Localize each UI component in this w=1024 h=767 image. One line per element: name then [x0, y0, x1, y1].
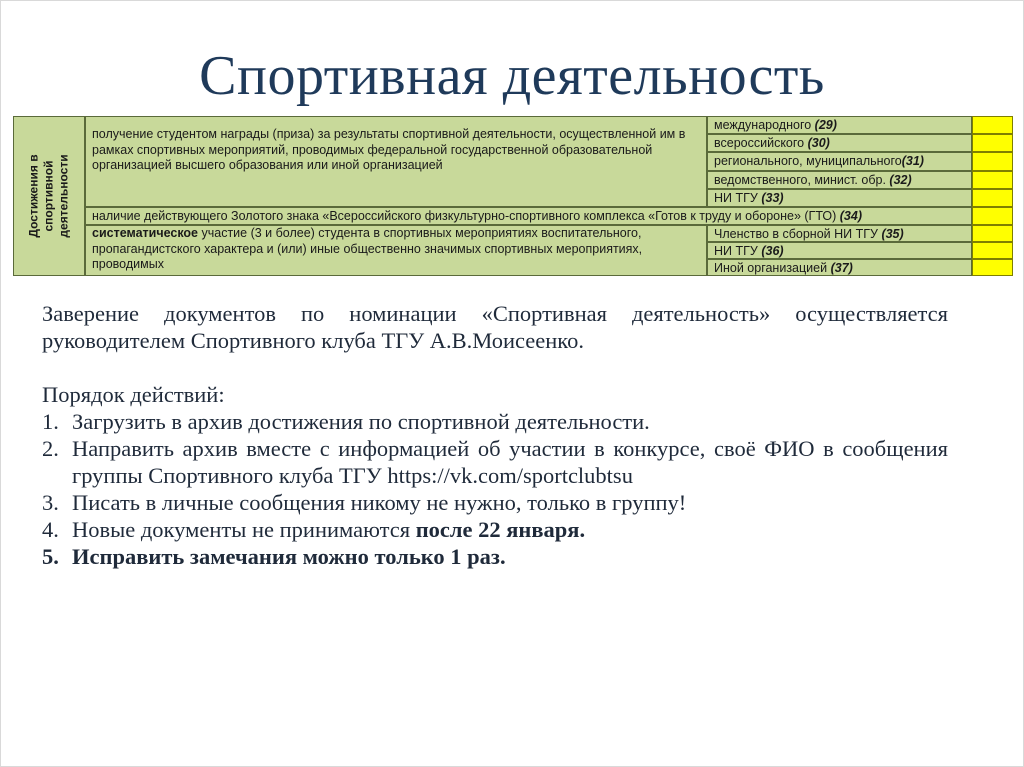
certification-paragraph: Заверение документов по номинации «Спортивная деятельность» осуществляется руководителем Спортивного клуба ТГУ А.В.Моисеенко.	[42, 301, 948, 353]
score-cell	[972, 225, 1013, 242]
list-item	[42, 435, 948, 489]
step-number: 4.	[42, 517, 59, 542]
score-cell	[972, 171, 1013, 189]
slide-title: Спортивная деятельность	[199, 45, 825, 107]
row1-description-cell	[85, 116, 707, 207]
step-number: 5.	[42, 544, 59, 569]
category-label-line3: деятельности	[56, 154, 71, 238]
row1-description: получение студентом награды (приза) за результаты спортивной деятельности, осуществленной им в рамках спортивных мероприятий, проводимых федеральной государственной образовательной организацией высшего образования или иной организацией	[92, 127, 686, 172]
option-label: международного	[714, 118, 812, 132]
row2-code: (34)	[839, 209, 862, 223]
step-number: 3.	[42, 490, 59, 515]
step-text: Писать в личные сообщения никому не нужно, только в группу!	[72, 490, 687, 515]
deadline-emphasis: после 22 января.	[415, 517, 586, 542]
option-code: (31)	[901, 154, 924, 168]
list-item	[42, 408, 948, 435]
option-code: (32)	[889, 173, 912, 187]
option-label: всероссийского	[714, 136, 805, 150]
row2-description-cell	[85, 207, 972, 225]
step-text: Направить архив вместе с информацией об участии в конкурсе, своё ФИО в сообщения группы Спортивного клуба ТГУ https://vk.com/sportclubtsu	[72, 436, 948, 488]
step-text: Новые документы не принимаются	[72, 517, 416, 542]
steps-list	[42, 408, 948, 570]
row1-option-3	[707, 152, 972, 171]
list-item	[42, 489, 948, 516]
option-code: (30)	[807, 136, 830, 150]
row3-option-1	[707, 225, 972, 242]
row3-option-3	[707, 259, 972, 276]
nomination-table	[13, 116, 1013, 276]
row3-emphasis: систематическое	[92, 226, 199, 240]
slide-body	[42, 300, 948, 570]
step-text: Загрузить в архив достижения по спортивной деятельности.	[72, 409, 650, 434]
step-text: Исправить замечания можно только 1 раз.	[72, 544, 506, 569]
row1-option-4	[707, 171, 972, 189]
option-code: (33)	[761, 191, 784, 205]
option-code: (29)	[814, 118, 837, 132]
row2-description: наличие действующего Золотого знака «Всероссийского физкультурно-спортивного комплекса «Готов к труду и обороне» (ГТО)	[92, 209, 837, 223]
option-label: НИ ТГУ	[714, 191, 758, 205]
score-cell	[972, 134, 1013, 152]
category-label-line1: Достижения в	[26, 154, 41, 238]
score-cell	[972, 259, 1013, 276]
category-label-line2: спортивной	[41, 160, 56, 232]
score-cell	[972, 152, 1013, 171]
option-code: (37)	[830, 261, 853, 275]
score-cell	[972, 116, 1013, 134]
row3-description-cell	[85, 225, 707, 276]
row3-option-2	[707, 242, 972, 259]
option-label: Иной организацией	[714, 261, 828, 275]
option-label: ведомственного, минист. обр.	[714, 173, 886, 187]
row1-option-2	[707, 134, 972, 152]
step-number: 2.	[42, 436, 59, 461]
category-cell	[13, 116, 85, 276]
option-label: регионального, муниципального	[714, 154, 902, 168]
option-label: НИ ТГУ	[714, 244, 758, 258]
score-cell	[972, 207, 1013, 225]
score-cell	[972, 242, 1013, 259]
row1-option-1	[707, 116, 972, 134]
row1-option-5	[707, 189, 972, 207]
steps-heading: Порядок действий:	[42, 382, 225, 407]
option-code: (36)	[761, 244, 784, 258]
step-number: 1.	[42, 409, 59, 434]
list-item	[42, 516, 948, 543]
score-cell	[972, 189, 1013, 207]
option-label: Членство в сборной НИ ТГУ	[714, 227, 878, 241]
row3-description: участие (3 и более) студента в спортивных мероприятиях воспитательного, пропагандистского характера и (или) иные общественно значимых спортивных мероприятиях, проводимых	[92, 226, 643, 271]
option-code: (35)	[881, 227, 904, 241]
list-item	[42, 543, 948, 570]
